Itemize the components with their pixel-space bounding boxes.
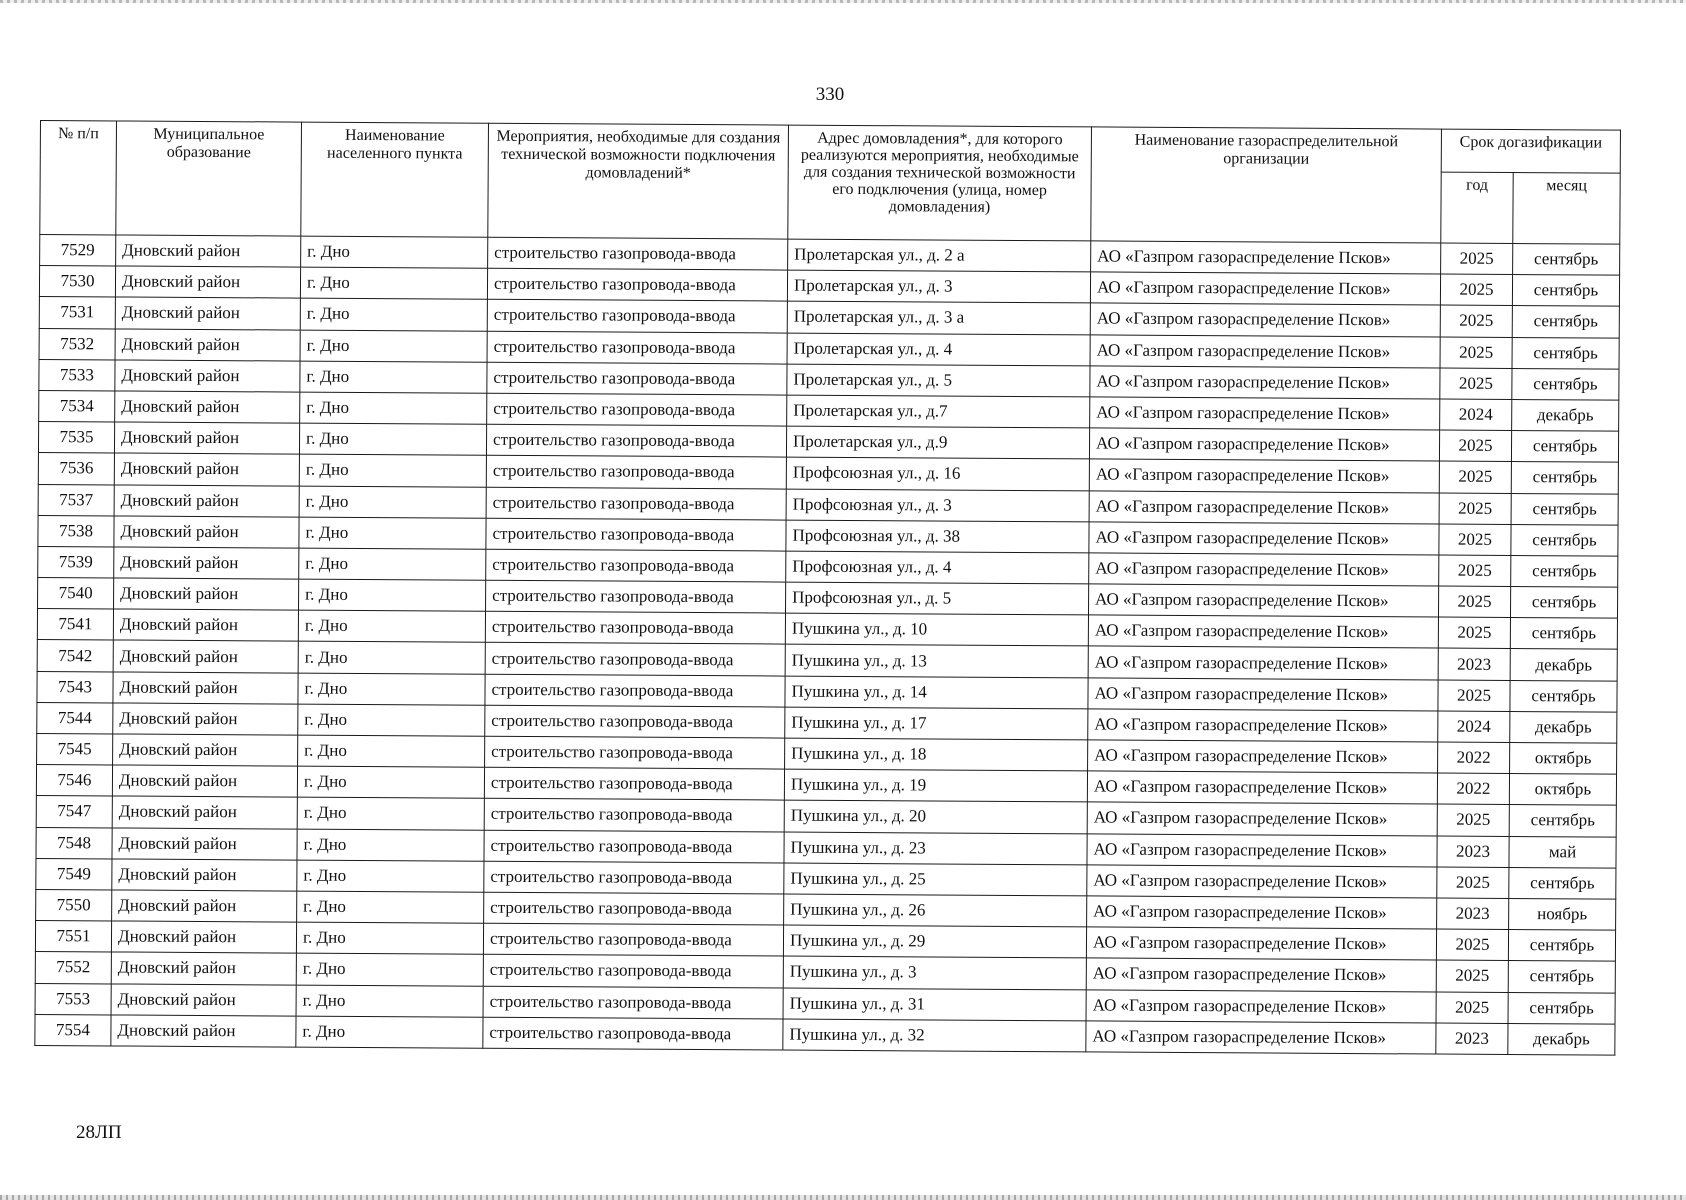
cell-month: сентябрь	[1511, 493, 1618, 525]
cell-month: май	[1509, 836, 1616, 868]
cell-num: 7547	[36, 796, 112, 828]
cell-settlement: г. Дно	[297, 766, 484, 798]
cell-address: Пролетарская ул., д. 3	[787, 270, 1090, 303]
gasification-table	[34, 120, 1621, 1056]
cell-settlement: г. Дно	[298, 610, 485, 642]
cell-gas-org: АО «Газпром газораспределение Псков»	[1090, 334, 1440, 367]
cell-municipality: Дновский район	[114, 484, 299, 516]
cell-year: 2025	[1436, 992, 1508, 1024]
cell-month: сентябрь	[1509, 805, 1616, 837]
cell-year: 2025	[1438, 586, 1510, 618]
table-body	[35, 235, 1620, 1056]
cell-year: 2025	[1437, 804, 1509, 836]
header-num: № п/п	[40, 121, 117, 235]
cell-municipality: Дновский район	[114, 578, 299, 610]
cell-month: сентябрь	[1511, 524, 1618, 556]
cell-gas-org: АО «Газпром газораспределение Псков»	[1090, 272, 1440, 305]
cell-gas-org: АО «Газпром газораспределение Псков»	[1088, 709, 1438, 742]
cell-month: сентябрь	[1511, 555, 1618, 587]
cell-num: 7551	[35, 921, 111, 953]
cell-measure: строительство газопровода-ввода	[486, 518, 786, 551]
header-municipality: Муниципальное образование	[116, 121, 302, 236]
cell-settlement: г. Дно	[299, 579, 486, 611]
cell-settlement: г. Дно	[298, 673, 485, 705]
cell-municipality: Дновский район	[116, 235, 301, 267]
cell-year: 2025	[1437, 867, 1509, 899]
cell-measure: строительство газопровода-ввода	[486, 580, 786, 613]
cell-num: 7544	[37, 702, 113, 734]
cell-month: декабрь	[1512, 399, 1619, 431]
cell-municipality: Дновский район	[111, 1015, 296, 1047]
cell-month: сентябрь	[1508, 961, 1615, 993]
cell-settlement: г. Дно	[298, 642, 485, 674]
cell-year: 2025	[1439, 524, 1511, 556]
cell-year: 2025	[1436, 929, 1508, 961]
cell-settlement: г. Дно	[300, 298, 487, 330]
cell-address: Пушкина ул., д. 23	[784, 832, 1087, 865]
cell-year: 2025	[1440, 368, 1512, 400]
cell-gas-org: АО «Газпром газораспределение Псков»	[1090, 366, 1440, 399]
header-month: месяц	[1513, 173, 1620, 245]
cell-gas-org: АО «Газпром газораспределение Псков»	[1089, 459, 1439, 492]
cell-num: 7548	[36, 827, 112, 859]
cell-address: Пролетарская ул., д. 3 а	[787, 301, 1090, 334]
cell-address: Пушкина ул., д. 19	[784, 769, 1087, 802]
cell-num: 7540	[38, 578, 114, 610]
cell-year: 2023	[1436, 1023, 1508, 1055]
cell-year: 2025	[1440, 274, 1512, 306]
cell-gas-org: АО «Газпром газораспределение Псков»	[1088, 584, 1438, 617]
cell-num: 7532	[39, 328, 115, 360]
cell-month: сентябрь	[1512, 368, 1619, 400]
cell-municipality: Дновский район	[112, 859, 297, 891]
cell-municipality: Дновский район	[113, 734, 298, 766]
cell-year: 2022	[1438, 742, 1510, 774]
cell-address: Профсоюзная ул., д. 38	[786, 520, 1089, 553]
cell-measure: строительство газопровода-ввода	[486, 456, 786, 489]
cell-measure: строительство газопровода-ввода	[483, 1017, 783, 1050]
cell-municipality: Дновский район	[114, 516, 299, 548]
cell-municipality: Дновский район	[115, 297, 300, 329]
cell-address: Профсоюзная ул., д. 3	[786, 489, 1089, 522]
cell-address: Пушкина ул., д. 3	[783, 956, 1086, 989]
cell-year: 2023	[1438, 648, 1510, 680]
header-settlement: Наименование населенного пункта	[301, 122, 489, 237]
cell-gas-org: АО «Газпром газораспределение Псков»	[1087, 896, 1437, 929]
cell-settlement: г. Дно	[299, 486, 486, 518]
header-term: Срок догазификации	[1441, 129, 1620, 173]
cell-month: сентябрь	[1511, 431, 1618, 463]
cell-measure: строительство газопровода-ввода	[485, 705, 785, 738]
cell-month: сентябрь	[1512, 337, 1619, 369]
cell-gas-org: АО «Газпром газораспределение Псков»	[1088, 646, 1438, 679]
cell-gas-org: АО «Газпром газораспределение Псков»	[1089, 553, 1439, 586]
cell-num: 7536	[38, 453, 114, 485]
cell-month: сентябрь	[1510, 618, 1617, 650]
cell-year: 2023	[1437, 836, 1509, 868]
cell-gas-org: АО «Газпром газораспределение Псков»	[1088, 678, 1438, 711]
cell-num: 7539	[38, 546, 114, 578]
cell-gas-org: АО «Газпром газораспределение Псков»	[1088, 740, 1438, 773]
cell-measure: строительство газопровода-ввода	[487, 268, 787, 301]
cell-municipality: Дновский район	[114, 453, 299, 485]
cell-settlement: г. Дно	[301, 236, 488, 268]
cell-municipality: Дновский район	[113, 672, 298, 704]
cell-settlement: г. Дно	[299, 548, 486, 580]
cell-municipality: Дновский район	[112, 890, 297, 922]
cell-gas-org: АО «Газпром газораспределение Псков»	[1087, 865, 1437, 898]
cell-measure: строительство газопровода-ввода	[485, 611, 785, 644]
cell-month: сентябрь	[1508, 930, 1615, 962]
cell-month: декабрь	[1510, 711, 1617, 743]
cell-municipality: Дновский район	[114, 422, 299, 454]
cell-address: Пролетарская ул., д. 4	[787, 333, 1090, 366]
cell-settlement: г. Дно	[297, 797, 484, 829]
cell-settlement: г. Дно	[299, 517, 486, 549]
cell-num: 7549	[36, 858, 112, 890]
cell-gas-org: АО «Газпром газораспределение Псков»	[1090, 303, 1440, 336]
cell-settlement: г. Дно	[296, 922, 483, 954]
cell-address: Профсоюзная ул., д. 4	[786, 551, 1089, 584]
cell-year: 2024	[1440, 399, 1512, 431]
cell-address: Пушкина ул., д. 31	[783, 988, 1086, 1021]
cell-measure: строительство газопровода-ввода	[486, 424, 786, 457]
cell-year: 2023	[1437, 898, 1509, 930]
cell-settlement: г. Дно	[297, 829, 484, 861]
cell-month: октябрь	[1509, 774, 1616, 806]
cell-address: Профсоюзная ул., д. 16	[786, 457, 1089, 490]
cell-settlement: г. Дно	[299, 423, 486, 455]
cell-measure: строительство газопровода-ввода	[484, 892, 784, 925]
cell-year: 2025	[1439, 493, 1511, 525]
cell-gas-org: АО «Газпром газораспределение Псков»	[1089, 490, 1439, 523]
cell-address: Пушкина ул., д. 18	[785, 738, 1088, 771]
cell-measure: строительство газопровода-ввода	[485, 736, 785, 769]
cell-measure: строительство газопровода-ввода	[485, 643, 785, 676]
cell-measure: строительство газопровода-ввода	[483, 923, 783, 956]
cell-measure: строительство газопровода-ввода	[485, 674, 785, 707]
cell-municipality: Дновский район	[112, 765, 297, 797]
cell-gas-org: АО «Газпром газораспределение Псков»	[1089, 428, 1439, 461]
cell-month: сентябрь	[1510, 587, 1617, 619]
cell-address: Пролетарская ул., д.7	[787, 395, 1090, 428]
cell-num: 7534	[39, 390, 115, 422]
cell-month: декабрь	[1508, 1023, 1615, 1055]
cell-num: 7542	[37, 640, 113, 672]
cell-num: 7550	[36, 889, 112, 921]
cell-year: 2022	[1437, 773, 1509, 805]
cell-address: Пушкина ул., д. 20	[784, 800, 1087, 833]
cell-address: Пушкина ул., д. 26	[784, 894, 1087, 927]
header-year: год	[1441, 172, 1513, 243]
cell-municipality: Дновский район	[113, 640, 298, 672]
header-gas-org: Наименование газораспределительной организации	[1091, 127, 1442, 243]
cell-settlement: г. Дно	[300, 330, 487, 362]
cell-year: 2025	[1439, 430, 1511, 462]
cell-municipality: Дновский район	[115, 329, 300, 361]
cell-address: Пушкина ул., д. 25	[784, 863, 1087, 896]
cell-gas-org: АО «Газпром газораспределение Псков»	[1086, 1021, 1436, 1054]
cell-gas-org: АО «Газпром газораспределение Псков»	[1086, 958, 1436, 991]
cell-address: Пролетарская ул., д. 2 а	[788, 239, 1091, 272]
header-measures: Мероприятия, необходимые для создания технической возможности подключения домовладений*	[488, 123, 789, 239]
cell-gas-org: АО «Газпром газораспределение Псков»	[1086, 989, 1436, 1022]
cell-measure: строительство газопровода-ввода	[483, 955, 783, 988]
cell-month: сентябрь	[1512, 306, 1619, 338]
cell-address: Пушкина ул., д. 32	[783, 1019, 1086, 1052]
cell-address: Профсоюзная ул., д. 5	[786, 582, 1089, 615]
cell-settlement: г. Дно	[300, 361, 487, 393]
cell-gas-org: АО «Газпром газораспределение Псков»	[1087, 771, 1437, 804]
cell-municipality: Дновский район	[111, 952, 296, 984]
cell-municipality: Дновский район	[113, 609, 298, 641]
cell-year: 2025	[1440, 305, 1512, 337]
cell-settlement: г. Дно	[298, 735, 485, 767]
cell-num: 7545	[37, 733, 113, 765]
cell-month: сентябрь	[1510, 680, 1617, 712]
cell-num: 7535	[38, 422, 114, 454]
cell-month: сентябрь	[1512, 275, 1619, 307]
cell-num: 7530	[39, 266, 115, 298]
cell-address: Пушкина ул., д. 10	[785, 613, 1088, 646]
cell-year: 2025	[1439, 555, 1511, 587]
table-header	[40, 121, 1621, 245]
cell-settlement: г. Дно	[297, 860, 484, 892]
cell-address: Пушкина ул., д. 13	[785, 645, 1088, 678]
cell-num: 7553	[35, 983, 111, 1015]
cell-year: 2024	[1438, 711, 1510, 743]
cell-municipality: Дновский район	[115, 266, 300, 298]
cell-measure: строительство газопровода-ввода	[487, 362, 787, 395]
cell-municipality: Дновский район	[112, 828, 297, 860]
cell-year: 2025	[1439, 461, 1511, 493]
cell-settlement: г. Дно	[297, 891, 484, 923]
cell-gas-org: АО «Газпром газораспределение Псков»	[1087, 802, 1437, 835]
cell-measure: строительство газопровода-ввода	[486, 549, 786, 582]
cell-gas-org: АО «Газпром газораспределение Псков»	[1087, 833, 1437, 866]
cell-measure: строительство газопровода-ввода	[488, 237, 788, 270]
cell-settlement: г. Дно	[300, 267, 487, 299]
cell-num: 7538	[38, 515, 114, 547]
cell-num: 7546	[36, 765, 112, 797]
cell-municipality: Дновский район	[115, 360, 300, 392]
cell-month: октябрь	[1510, 742, 1617, 774]
cell-address: Пролетарская ул., д.9	[786, 426, 1089, 459]
cell-municipality: Дновский район	[112, 796, 297, 828]
cell-address: Пушкина ул., д. 14	[785, 676, 1088, 709]
cell-month: ноябрь	[1509, 898, 1616, 930]
cell-gas-org: АО «Газпром газораспределение Псков»	[1086, 927, 1436, 960]
cell-year: 2025	[1441, 243, 1513, 275]
cell-measure: строительство газопровода-ввода	[487, 393, 787, 426]
cell-measure: строительство газопровода-ввода	[484, 767, 784, 800]
cell-month: сентябрь	[1508, 992, 1615, 1024]
cell-address: Пушкина ул., д. 29	[783, 925, 1086, 958]
cell-year: 2025	[1438, 617, 1510, 649]
cell-num: 7541	[37, 609, 113, 641]
cell-measure: строительство газопровода-ввода	[487, 300, 787, 333]
cell-settlement: г. Дно	[296, 1016, 483, 1048]
header-address: Адрес домовладения*, для которого реализуются мероприятия, необходимые для создания технической возможности его подключения (улица, номер домовладения)	[788, 125, 1092, 241]
cell-municipality: Дновский район	[114, 547, 299, 579]
cell-municipality: Дновский район	[111, 921, 296, 953]
cell-municipality: Дновский район	[111, 983, 296, 1015]
cell-month: сентябрь	[1513, 243, 1620, 275]
cell-settlement: г. Дно	[298, 704, 485, 736]
cell-num: 7543	[37, 671, 113, 703]
cell-num: 7531	[39, 297, 115, 329]
cell-month: сентябрь	[1509, 867, 1616, 899]
cell-measure: строительство газопровода-ввода	[487, 331, 787, 364]
cell-year: 2025	[1438, 680, 1510, 712]
cell-num: 7552	[35, 952, 111, 984]
cell-address: Пролетарская ул., д. 5	[787, 364, 1090, 397]
cell-measure: строительство газопровода-ввода	[484, 799, 784, 832]
cell-num: 7529	[40, 235, 116, 267]
scan-edge-bottom	[0, 1195, 1686, 1200]
cell-settlement: г. Дно	[300, 392, 487, 424]
cell-address: Пушкина ул., д. 17	[785, 707, 1088, 740]
cell-month: декабрь	[1510, 649, 1617, 681]
cell-settlement: г. Дно	[299, 454, 486, 486]
cell-num: 7554	[35, 1014, 111, 1046]
scan-edge-top	[0, 0, 1686, 3]
footer-code: 28ЛП	[76, 1122, 122, 1143]
cell-gas-org: АО «Газпром газораспределение Псков»	[1090, 397, 1440, 430]
cell-municipality: Дновский район	[113, 703, 298, 735]
cell-municipality: Дновский район	[115, 391, 300, 423]
cell-measure: строительство газопровода-ввода	[483, 986, 783, 1019]
cell-measure: строительство газопровода-ввода	[484, 861, 784, 894]
cell-measure: строительство газопровода-ввода	[486, 487, 786, 520]
cell-month: сентябрь	[1511, 462, 1618, 494]
cell-year: 2025	[1436, 960, 1508, 992]
cell-measure: строительство газопровода-ввода	[484, 830, 784, 863]
cell-gas-org: АО «Газпром газораспределение Псков»	[1088, 615, 1438, 648]
cell-settlement: г. Дно	[296, 985, 483, 1017]
cell-gas-org: АО «Газпром газораспределение Псков»	[1091, 241, 1441, 274]
cell-num: 7533	[39, 359, 115, 391]
cell-num: 7537	[38, 484, 114, 516]
cell-settlement: г. Дно	[296, 953, 483, 985]
page-number: 330	[815, 84, 845, 105]
cell-year: 2025	[1440, 337, 1512, 369]
cell-gas-org: АО «Газпром газораспределение Псков»	[1089, 522, 1439, 555]
